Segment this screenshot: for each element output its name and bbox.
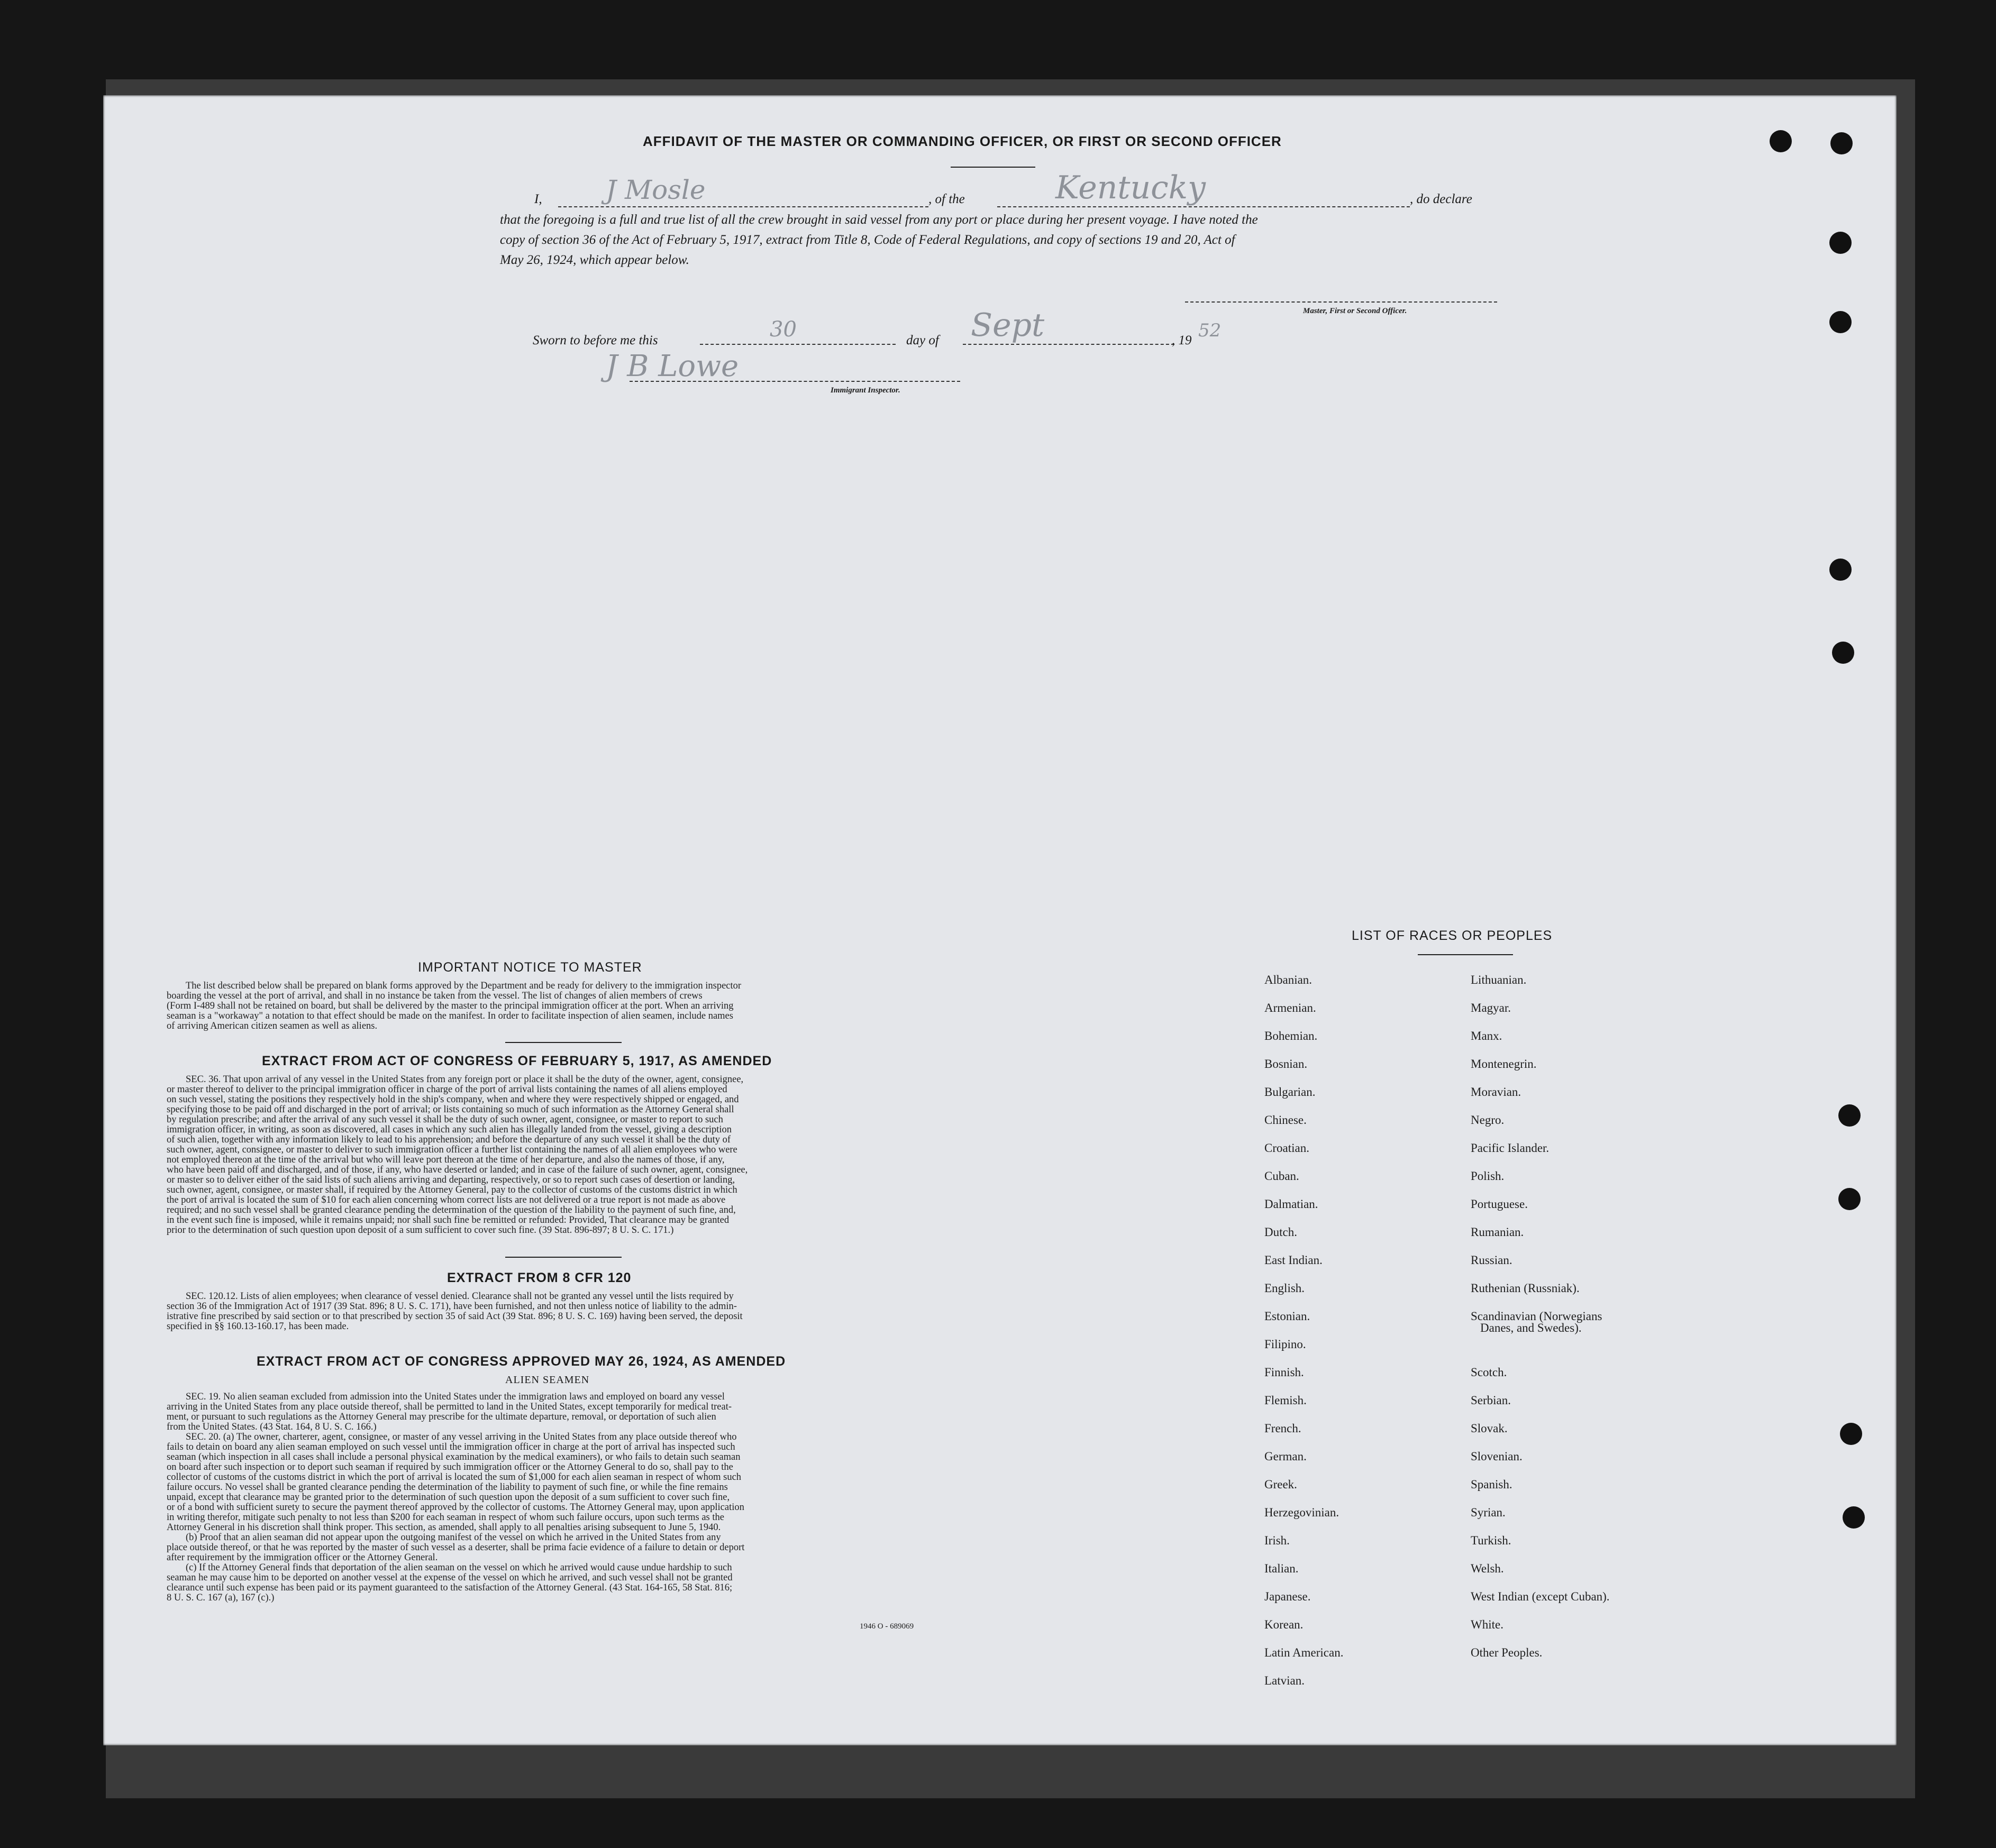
race-right-item: Russian.: [1471, 1254, 1512, 1267]
race-left-item: French.: [1264, 1422, 1301, 1435]
race-right-item: Negro.: [1471, 1113, 1505, 1127]
day-handwritten: 30: [770, 317, 797, 342]
race-left-item: Filipino.: [1264, 1338, 1306, 1351]
punch-hole: [1829, 232, 1852, 254]
race-left-item: Flemish.: [1264, 1394, 1307, 1407]
race-right-item: Rumanian.: [1471, 1225, 1524, 1239]
race-right-item: Montenegrin.: [1471, 1057, 1537, 1071]
race-left-item: Greek.: [1264, 1478, 1297, 1491]
extract-1924-text: SEC. 19. No alien seaman excluded from admission into the United States under the immigration laws and employed on board any vessel arriving in the United States from any place outside thereof, shall be permitted to land in the United States, except temporarily for medical treat- ment, or pursuant to such regulations as the Attorney General may prescribe for the ultimate departure, removal, or deportation of such alien from the United States. (43 Stat. 164, 8 U. S. C. 166.) SEC. 20. (a) The owner, charterer, agent, consignee, or master of any vessel arriving in the United States from any place outside thereof who fails to detain on board any alien seaman employed on such vessel until the immigration officer in charge at the port of arrival has inspected such seaman (which inspection in all cases shall include a personal physical examination by the medical examiners), or who fails to detain such seaman on board after such inspection or to deport such seaman if required by such immigration officer or the Attorney General to do so, shall pay to the collector of customs of the customs district in which the port of arrival is located the sum of $1,000 for each alien seaman in respect of whom such failure occurs. No vessel shall be granted clearance pending the determination of the liability to payment of such fine, or while the fine remains unpaid, except that clearance may be granted prior to the determination of such question upon the deposit of a sum sufficient to cover such fine, or of a bond with sufficient surety to secure the payment thereof approved by the collector of customs. The Attorney General may, upon application in writing therefor, mitigate such penalty to not less than $200 for each seaman in respect of whom such failure occurs, upon such terms as the Attorney General in his discretion shall think proper. This section, as amended, shall apply to all penalties arising subsequent to June 5, 1940. (b) Proof that an alien seaman did not appear upon the outgoing manifest of the vessel on which he arrived in the United States from any place outside thereof, or that he was reported by the master of such vessel as a deserter, shall be prima facie evidence of a failure to detain or deport after requirement by the immigration officer or the Attorney General. (c) If the Attorney General finds that deportation of the alien seaman on the vessel on which he arrived would cause undue hardship to such seaman he may cause him to be deported on another vessel at the expense of the vessel on which he arrived, and such vessel shall not be granted clearance until such expense has been paid or its payment guaranteed to the satisfaction of the Attorney General. (43 Stat. 164-165, 58 Stat. 816; 8 U. S. C. 167 (a), 167 (c).): [167, 1392, 745, 1603]
races-rule: [1418, 954, 1513, 955]
punch-hole: [1843, 1506, 1865, 1529]
race-right-item: Slovak.: [1471, 1422, 1508, 1435]
race-right-item: Lithuanian.: [1471, 973, 1527, 986]
year-prefix: , 19: [1172, 333, 1192, 347]
race-right-item: Moravian.: [1471, 1085, 1521, 1099]
race-left-item: Bulgarian.: [1264, 1085, 1316, 1099]
race-left-item: Croatian.: [1264, 1141, 1309, 1155]
master-signature-label: Master, First or Second Officer.: [1303, 307, 1407, 315]
notice-title: IMPORTANT NOTICE TO MASTER: [418, 960, 642, 975]
extract-cfr-text: SEC. 120.12. Lists of alien employees; when clearance of vessel denied. Clearance shall not be granted any vessel until the lists required by section 36 of the Immigration Act of 1917 (39 Stat. 896; 8 U. S. C. 171), have been furnished, and not then unless notice of liability to the admin- istrative fine prescribed by said section or to that prescribed by section 35 of said Act (39 Stat. 896; 8 U. S. C. 169) having been served, the deposit specified in §§ 160.13-160.17, has been made.: [167, 1291, 743, 1332]
race-left-item: Cuban.: [1264, 1169, 1299, 1183]
race-left-item: Chinese.: [1264, 1113, 1307, 1127]
punch-hole: [1770, 130, 1792, 152]
master-name-line: [558, 206, 928, 207]
race-right-item: Portuguese.: [1471, 1197, 1528, 1211]
print-code: 1946 O - 689069: [860, 1622, 914, 1631]
race-left-item: Armenian.: [1264, 1001, 1316, 1014]
race-left-item: English.: [1264, 1282, 1305, 1295]
title-rule: [951, 167, 1035, 168]
master-signature-line: [1185, 301, 1497, 303]
race-right-item: Turkish.: [1471, 1534, 1511, 1547]
notice-text: The list described below shall be prepared on blank forms approved by the Department and be ready for delivery to the immigration inspector boarding the vessel at the port of arrival, and shall in no instance be taken from the vessel. The list of changes of alien members of crews (Form I-489 shall not be retained on board, but shall be delivered by the master to the principal immigration officer at the port. When an arriving seaman is a "workaway" a notation to that effect should be made on the manifest. In order to facilitate inspection of alien seamen, include names of arriving American citizen seamen as well as aliens.: [167, 981, 742, 1031]
extract-1917-text: SEC. 36. That upon arrival of any vessel in the United States from any foreign port or place it shall be the duty of the owner, agent, consignee, or master thereof to deliver to the principal immigration officer in charge of the port of arrival lists containing the names of all aliens employed on such vessel, stating the positions they respectively hold in the ship's company, when and where they were respectively shipped or engaged, and specifying those to be paid off and discharged in the port of arrival; or lists containing so much of such information as the Attorney General shall by regulation prescribe; and after the arrival of any such vessel it shall be the duty of such owner, agent, consignee, or master to report to such immigration officer, in writing, as soon as discovered, all cases in which any such alien has illegally landed from the vessel, giving a description of such alien, together with any information likely to lead to his apprehension; and before the departure of any such vessel it shall be the duty of such owner, agent, consignee, or master to deliver to such immigration officer a further list containing the names of all alien employees who were not employed thereon at the time of the arrival but who will leave port thereon at the time of her departure, and also the names of those, if any, who have been paid off and discharged, and of those, if any, who have deserted or landed; and in case of the failure of such owner, agent, consignee, or master so to deliver either of the said lists of such aliens arriving and departing, respectively, or so to report such cases of desertion or landing, such owner, agent, consignee, or master shall, if required by the Attorney General, pay to the collector of customs of the customs district in which the port of arrival is located the sum of $10 for each alien concerning whom correct lists are not delivered or a true report is not made as above required; and no such vessel shall be granted clearance pending the determination of the question of the liability to the payment of such fine, and, in the event such fine is imposed, while it remains unpaid; nor shall such fine be remitted or refunded: Provided, That clearance may be granted prior to the determination of such question upon deposit of a sum sufficient to cover such fine. (39 Stat. 896-897; 8 U. S. C. 171.): [167, 1074, 748, 1236]
races-title: LIST OF RACES OR PEOPLES: [1352, 928, 1553, 943]
race-left-item: Dutch.: [1264, 1225, 1297, 1239]
master-name-handwritten: J Mosle: [606, 175, 706, 205]
race-right-item: Magyar.: [1471, 1001, 1511, 1014]
race-left-item: Estonian.: [1264, 1310, 1310, 1323]
sworn-label: Sworn to before me this: [533, 333, 658, 347]
race-left-item: Finnish.: [1264, 1366, 1304, 1379]
punch-hole: [1838, 1188, 1861, 1210]
race-right-item: Serbian.: [1471, 1394, 1511, 1407]
extract-1917-title: EXTRACT FROM ACT OF CONGRESS OF FEBRUARY 5, 1917, AS AMENDED: [262, 1054, 772, 1068]
race-left-item: Italian.: [1264, 1562, 1299, 1575]
extract-1917-rule: [505, 1257, 622, 1258]
race-left-item: Albanian.: [1264, 973, 1313, 986]
extract-1924-title: EXTRACT FROM ACT OF CONGRESS APPROVED MAY 26, 1924, AS AMENDED: [257, 1354, 786, 1369]
race-right-item: Slovenian.: [1471, 1450, 1523, 1463]
race-right-item: Polish.: [1471, 1169, 1505, 1183]
extract-cfr-title: EXTRACT FROM 8 CFR 120: [447, 1270, 632, 1285]
inspector-label: Immigrant Inspector.: [831, 386, 900, 395]
race-right-item: Spanish.: [1471, 1478, 1512, 1491]
affidavit-title: AFFIDAVIT OF THE MASTER OR COMMANDING OFFICER, OR FIRST OR SECOND OFFICER: [643, 133, 1282, 149]
race-left-item: Bosnian.: [1264, 1057, 1308, 1071]
race-left-item: Korean.: [1264, 1618, 1304, 1631]
race-left-item: Irish.: [1264, 1534, 1290, 1547]
declaration-line-3: May 26, 1924, which appear below.: [500, 253, 689, 267]
declaration-line-1: that the foregoing is a full and true list of all the crew brought in said vessel from any port or place during her present voyage. I have noted the: [500, 213, 1258, 227]
race-right-item: Other Peoples.: [1471, 1646, 1543, 1659]
month-line: [963, 344, 1174, 345]
form-page: [103, 95, 1897, 1745]
race-left-item: Bohemian.: [1264, 1029, 1318, 1042]
inspector-signature-line: [630, 381, 960, 382]
race-left-item: Latvian.: [1264, 1674, 1305, 1687]
race-left-item: Japanese.: [1264, 1590, 1311, 1603]
race-left-item: Dalmatian.: [1264, 1197, 1318, 1211]
of-the-label: , of the: [928, 192, 965, 206]
punch-hole: [1838, 1104, 1861, 1127]
race-left-item: German.: [1264, 1450, 1307, 1463]
extract-1924-subtitle: ALIEN SEAMEN: [505, 1374, 590, 1386]
vessel-line: [997, 206, 1410, 207]
race-right-item: White.: [1471, 1618, 1503, 1631]
race-left-item: East Indian.: [1264, 1254, 1323, 1267]
punch-hole: [1830, 132, 1853, 154]
race-right-item: Scandinavian (Norwegians: [1471, 1310, 1602, 1323]
day-line: [700, 344, 896, 345]
do-declare-label: , do declare: [1410, 192, 1472, 206]
day-of-label: day of: [906, 333, 939, 347]
race-right-item: Danes, and Swedes).: [1480, 1321, 1582, 1334]
race-right-item: Ruthenian (Russniak).: [1471, 1282, 1580, 1295]
race-right-item: West Indian (except Cuban).: [1471, 1590, 1610, 1603]
inspector-signature-handwritten: J B Lowe: [606, 349, 739, 383]
race-right-item: Pacific Islander.: [1471, 1141, 1550, 1155]
i-label: I,: [534, 192, 542, 206]
race-left-item: Herzegovinian.: [1264, 1506, 1339, 1519]
race-right-item: Welsh.: [1471, 1562, 1504, 1575]
punch-hole: [1829, 559, 1852, 581]
punch-hole: [1832, 642, 1854, 664]
race-left-item: Latin American.: [1264, 1646, 1344, 1659]
race-right-item: Scotch.: [1471, 1366, 1507, 1379]
month-handwritten: Sept: [971, 307, 1045, 344]
declaration-line-2: copy of section 36 of the Act of February 5, 1917, extract from Title 8, Code of Federal Regulations, and copy of sections 19 and 20, Act of: [500, 233, 1235, 247]
race-right-item: Syrian.: [1471, 1506, 1506, 1519]
notice-rule: [505, 1042, 622, 1043]
year-handwritten: 52: [1198, 320, 1222, 341]
race-right-item: Manx.: [1471, 1029, 1502, 1042]
vessel-handwritten: Kentucky: [1055, 169, 1206, 206]
punch-hole: [1840, 1423, 1862, 1445]
punch-hole: [1829, 311, 1852, 333]
